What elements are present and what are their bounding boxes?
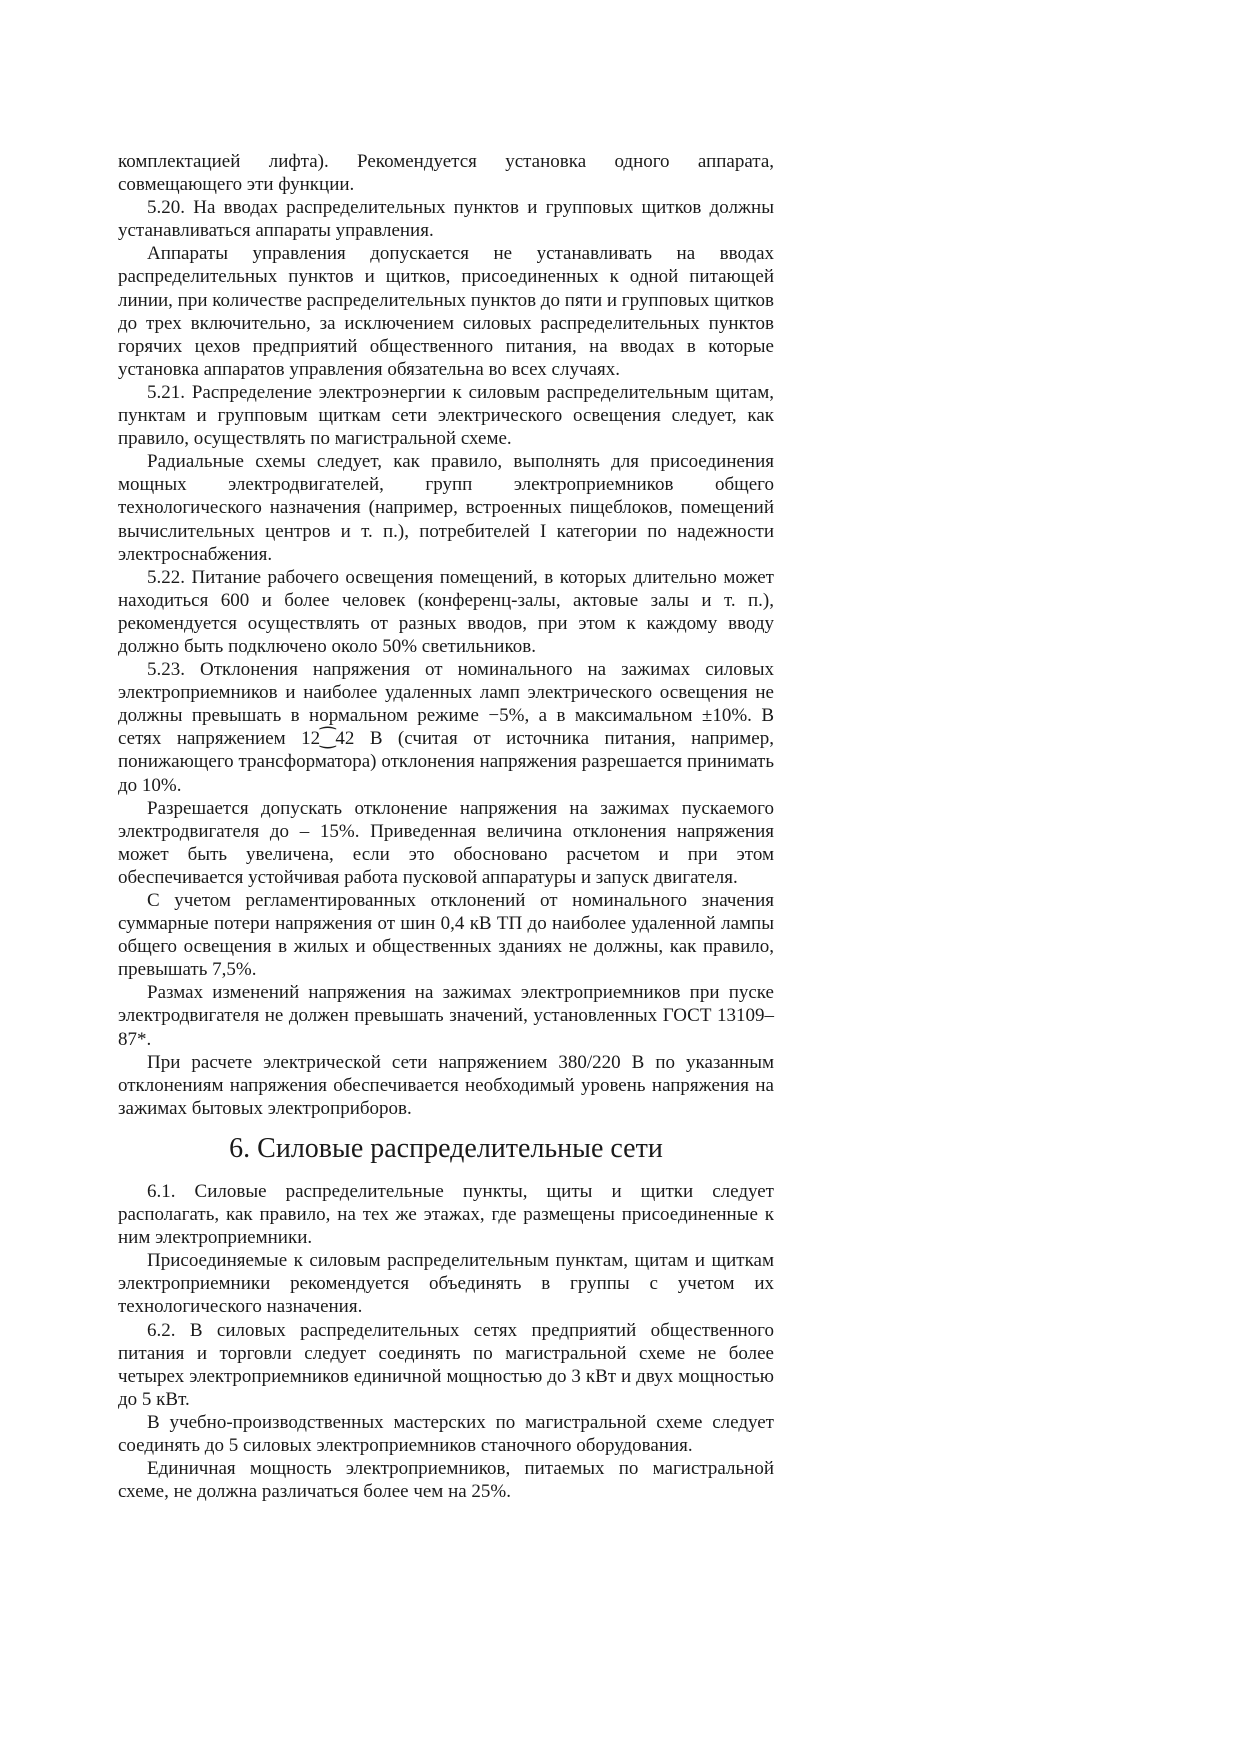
paragraph-lift-equipment: комплектацией лифта). Рекомендуется установка одного аппарата, совмещающего эти функции. bbox=[118, 151, 774, 196]
paragraph-5-23-fluctuations: Размах изменений напряжения на зажимах электроприемников при пуске электродвигателя не должен превышать значений, установленных ГОСТ 13109–87*. bbox=[118, 982, 774, 1050]
paragraph-6-2: 6.2. В силовых распределительных сетях предприятий общественного питания и торговли следует соединять по магистральной схеме не более четырех электроприемников единичной мощностью до 3 кВт и двух мощностью до 5 кВт. bbox=[118, 1319, 774, 1410]
paragraph-5-21: 5.21. Распределение электроэнергии к силовым распределительным щитам, пунктам и групповым щиткам сети электрического освещения следует, как правило, осуществлять по магистральной схеме. bbox=[118, 381, 774, 450]
paragraph-5-20: 5.20. На вводах распределительных пунктов и групповых щитков должны устанавливаться аппараты управления. bbox=[118, 197, 774, 242]
paragraph-6-1: 6.1. Силовые распределительные пункты, щиты и щитки следует располагать, как правило, на тех же этажах, где размещены присоединенные к ним электроприемники. bbox=[118, 1180, 774, 1249]
paragraph-5-21-radial: Радиальные схемы следует, как правило, выполнять для присоединения мощных электродвигателей, групп электроприемников общего технологического назначения (например, встроенных пищеблоков, помещений вычислительных центров и т. п.), потребителей I категории по надежности электроснабжения. bbox=[118, 451, 774, 565]
paragraph-5-23-calculation: При расчете электрической сети напряжением 380/220 В по указанным отклонениям напряжения обеспечивается необходимый уровень напряжения на зажимах бытовых электроприборов. bbox=[118, 1051, 774, 1119]
paragraph-5-22: 5.22. Питание рабочего освещения помещений, в которых длительно может находиться 600 и более человек (конференц-залы, актовые залы и т. п.), рекомендуется осуществлять от разных вводов, при этом к каждому вводу должно быть подключено около 50% светильников. bbox=[118, 566, 774, 657]
paragraph-5-23-motor-start: Разрешается допускать отклонение напряжения на зажимах пускаемого электродвигателя до – 15%. Приведенная величина отклонения напряжения может быть увеличена, если это обосновано расчетом и при этом обеспечивается устойчивая работа пусковой аппаратуры и запуск двигателя. bbox=[118, 797, 774, 888]
document-page bbox=[118, 150, 774, 1503]
section-heading: 6. Силовые распределительные сети bbox=[229, 1132, 663, 1164]
paragraph-6-2-workshops: В учебно-производственных мастерских по магистральной схеме следует соединять до 5 силовых электроприемников станочного оборудования. bbox=[118, 1411, 774, 1456]
paragraph-5-23: 5.23. Отклонения напряжения от номинального на зажимах силовых электроприемников и наиболее удаленных ламп электрического освещения не должны превышать в нормальном режиме −5%, а в максимальном ±10%. В сетях напряжением 12⁐42 В (считая от источника питания, например, понижающего трансформатора) отклонения напряжения разрешается принимать до 10%. bbox=[118, 659, 774, 796]
paragraph-5-20-exception: Аппараты управления допускается не устанавливать на вводах распределительных пунктов и щитков, присоединенных к одной питающей линии, при количестве распределительных пунктов до пяти и групповых щитков до трех включительно, за исключением силовых распределительных пунктов горячих цехов предприятий общественного питания, на вводах в которые установка аппаратов управления обязательна во всех случаях. bbox=[118, 243, 774, 380]
paragraph-6-1-groups: Присоединяемые к силовым распределительным пунктам, щитам и щиткам электроприемники рекомендуется объединять в группы с учетом их технологического назначения. bbox=[118, 1250, 774, 1318]
paragraph-5-23-losses: С учетом регламентированных отклонений от номинального значения суммарные потери напряжения от шин 0,4 кВ ТП до наиболее удаленной лампы общего освещения в жилых и общественных зданиях не должны, как правило, превышать 7,5%. bbox=[118, 890, 774, 981]
paragraph-6-2-unit-power: Единичная мощность электроприемников, питаемых по магистральной схеме, не должна различаться более чем на 25%. bbox=[118, 1458, 774, 1503]
